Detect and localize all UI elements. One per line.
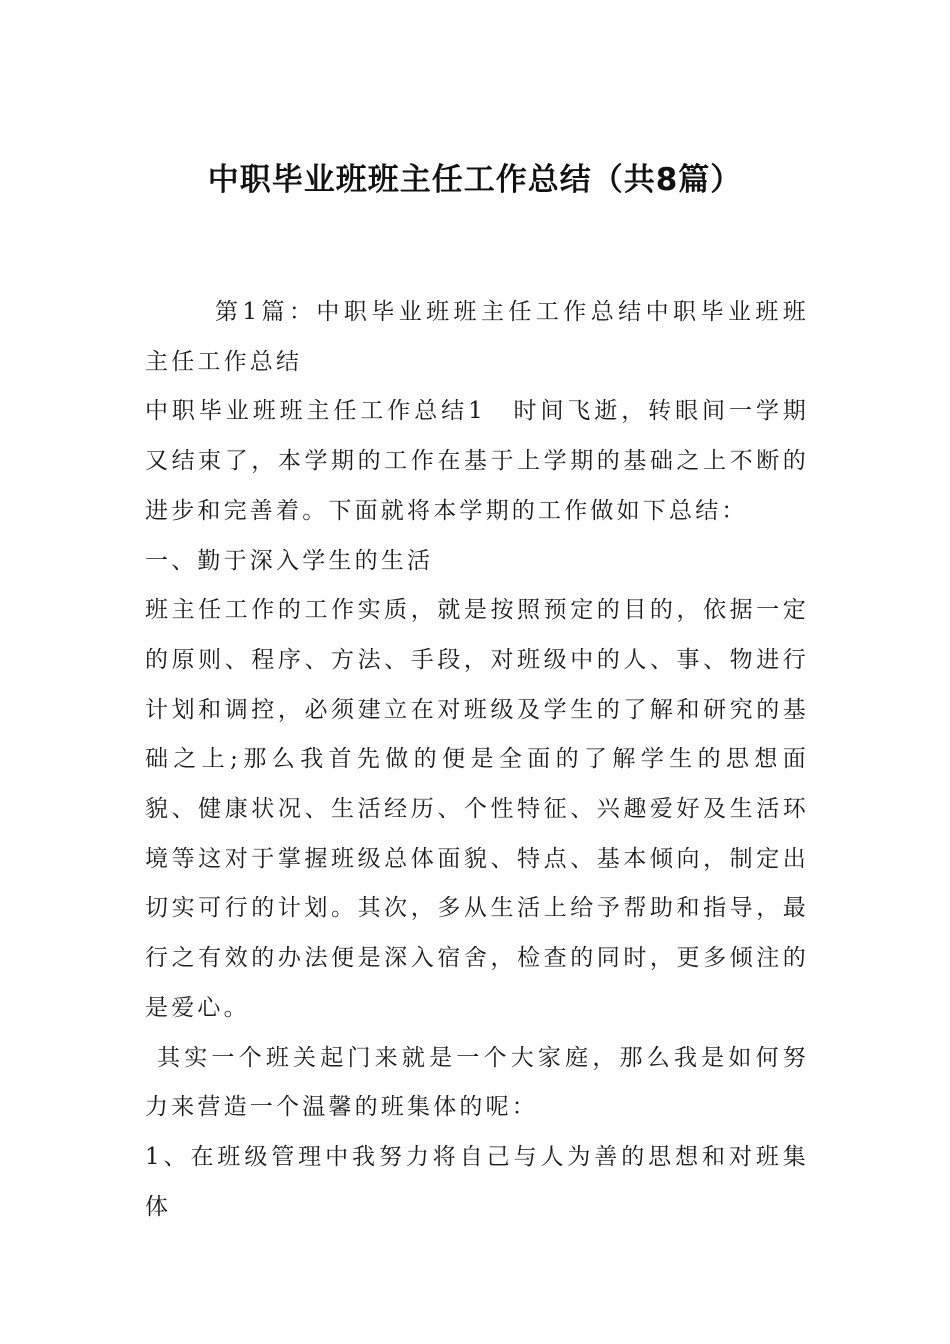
document-body (145, 288, 809, 1232)
paragraph-intro: 中职毕业班班主任工作总结1 时间飞逝，转眼间一学期又结束了，本学期的工作在基于上学期的基础之上不断的进步和完善着。下面就将本学期的工作做如下总结： (145, 398, 809, 524)
paragraph-chapter-heading: 第1篇：中职毕业班班主任工作总结中职毕业班班主任工作总结 (145, 299, 809, 375)
paragraph-body: 班主任工作的工作实质，就是按照预定的目的，依据一定的原则、程序、方法、手段，对班级中的人、事、物进行计划和调控，必须建立在对班级及学生的了解和研究的基础之上;那么我首先做的便是全面的了解学生的思想面貌、健康状况、生活经历、个性特征、兴趣爱好及生活环境等这对于掌握班级总体面貌、特点、基本倾向，制定出切实可行的计划。其次，多从生活上给予帮助和指导，最行之有效的办法便是深入宿舍，检查的同时，更多倾注的是爱心。 (145, 597, 809, 1021)
paragraph-section-heading: 一、勤于深入学生的生活 (145, 547, 434, 574)
document-title: 中职毕业班班主任工作总结（共8篇） (207, 162, 743, 198)
paragraph-list-item: 1、在班级管理中我努力将自己与人为善的思想和对班集体 (145, 1143, 809, 1220)
paragraph-body: 其实一个班关起门来就是一个大家庭，那么我是如何努力来营造一个温馨的班集体的呢： (145, 1044, 809, 1121)
